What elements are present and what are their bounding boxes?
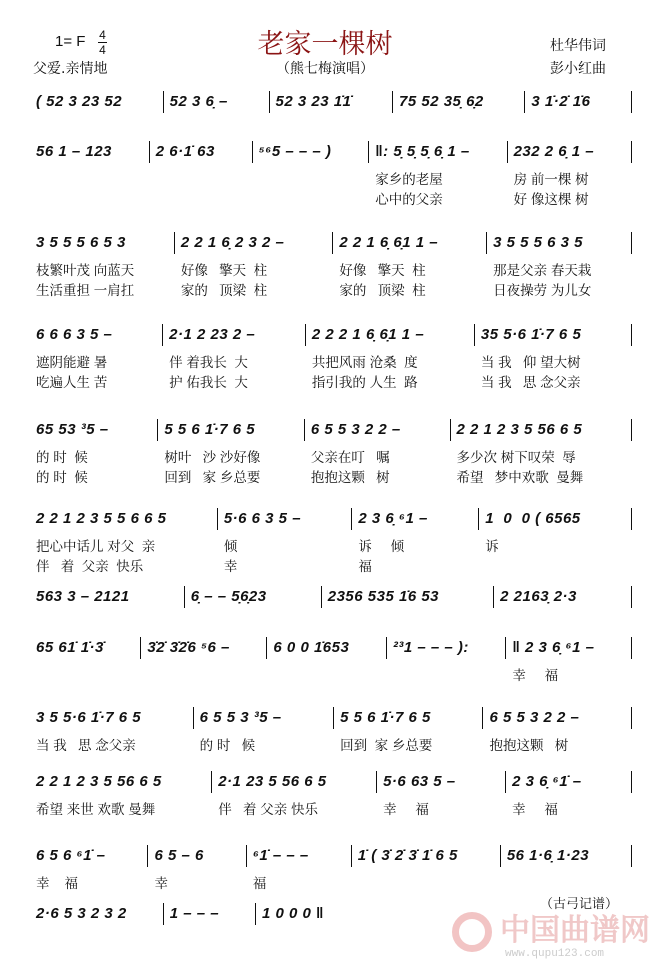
measure-notes: ⁶1̇ – – –	[252, 847, 309, 864]
measure	[158, 419, 305, 485]
staff-row	[30, 903, 360, 925]
measure	[506, 771, 632, 817]
watermark-text: 中国曲谱网	[500, 913, 650, 948]
measure-notes: 2 2 1 2 3 5 56 6 5	[456, 421, 583, 438]
measure	[334, 707, 483, 753]
lyric-verse-2: 日夜操劳 为儿女	[493, 283, 592, 298]
staff-row	[30, 324, 632, 390]
watermark-logo	[452, 912, 492, 952]
measure	[30, 586, 185, 608]
measure-notes: 6 5 6 ⁶1̇ –	[36, 847, 106, 864]
measure-notes: 52 3 6̣ –	[169, 93, 228, 110]
measure	[194, 707, 334, 753]
lyric-verse-2: 伴 着 父亲 快乐	[36, 559, 144, 574]
measure	[479, 508, 632, 554]
lyric-verse-1: 希望 来世 欢歌 曼舞	[36, 802, 156, 817]
measure-notes: 1 0 0 0 ‖	[262, 905, 325, 922]
measure-notes: 6 5 5 3 ³5 –	[199, 709, 282, 726]
measure	[333, 232, 487, 298]
measure	[306, 324, 475, 390]
measure	[475, 324, 632, 390]
measure-notes: 65 53 ³5 –	[36, 421, 109, 438]
lyric-verse-2: 吃遍人生 苦	[36, 375, 108, 390]
measure	[30, 771, 212, 817]
measure-notes: 65 61̇ 1̇·3̇	[36, 639, 104, 656]
lyric-verse-1: 那是父亲 春天栽	[493, 263, 592, 278]
measure	[212, 771, 377, 817]
lyric-verse-1: 诉	[485, 539, 499, 554]
staff-row	[30, 508, 632, 574]
measure-notes: ( 52 3 23 52	[36, 93, 123, 110]
song-title: 老家一棵树	[257, 29, 393, 60]
lyric-verse-1: 幸 福	[36, 876, 79, 891]
measure	[322, 586, 494, 608]
measure-notes: 52 3 23 1̇1̇	[275, 93, 352, 110]
lyric-verse-2: 幸	[223, 559, 238, 574]
measure	[506, 637, 632, 683]
measure-notes: 35 5·6 1̇·7 6 5	[480, 326, 582, 343]
staff-row	[30, 586, 632, 608]
lyric-verse-1: 好像 擎天 柱	[180, 263, 268, 278]
lyric-verse-1: 好像 擎天 柱	[339, 263, 426, 278]
measure	[30, 903, 164, 925]
lyric-verse-1: 的 时 候	[199, 738, 256, 753]
measure	[30, 637, 141, 659]
key-signature: 1= F	[55, 33, 86, 50]
lyric-verse-1: 枝繁叶茂 向蓝天	[36, 263, 135, 278]
lyric-verse-2: 家的 顶梁 柱	[180, 283, 268, 298]
lyric-verse-2: 好 像这棵 树	[513, 192, 589, 207]
lyric-verse-2: 回到 家 乡总要	[164, 470, 261, 485]
lyric-verse-1: 遮阴能避 暑	[36, 355, 108, 370]
measure	[148, 845, 246, 891]
lyric-verse-1: 回到 家 乡总要	[340, 738, 433, 753]
measure-notes: 2 3 6̣ ⁶1 –	[358, 510, 428, 527]
measure-notes: 5·6 6 3 5 –	[223, 510, 302, 527]
transcriber-credit: （古弓记谱）	[540, 897, 619, 912]
measure-notes: 563 3 – 2121	[36, 588, 130, 605]
watermark-url: www.qupu123.com	[505, 948, 605, 960]
measure	[256, 903, 360, 925]
measure	[218, 508, 353, 574]
lyric-verse-2: 家的 顶梁 柱	[339, 283, 426, 298]
measure	[141, 637, 267, 659]
measure-notes: 2 2 1 6̣ 6̣1 1 –	[339, 234, 439, 251]
measure-notes: 56 1 – 123	[36, 143, 112, 160]
staff-row	[30, 141, 632, 207]
measure	[270, 91, 394, 113]
measure	[163, 324, 306, 390]
measure-notes: 5 5 6 1̇·7 6 5	[340, 709, 431, 726]
measure	[352, 845, 501, 867]
lyric-verse-1: 倾	[223, 539, 238, 554]
lyric-verse-1: 幸 福	[512, 802, 558, 817]
measure	[30, 508, 218, 574]
lyric-verse-1: 树叶 沙 沙好像	[164, 450, 261, 465]
staff-row	[30, 637, 632, 683]
measure	[150, 141, 253, 163]
measure-notes: 6 0 0 1̇653	[273, 639, 350, 656]
staff-row	[30, 707, 632, 753]
staff-row	[30, 91, 632, 113]
measure-notes: 75 52 35̣ 6̣2	[399, 93, 484, 110]
measure	[525, 91, 632, 113]
staff-row	[30, 232, 632, 298]
measure-notes: 2 6·1̇ 63	[155, 143, 215, 160]
lyric-verse-1: 当 我 仰 望大树	[480, 355, 581, 370]
measure-notes: 3 5 5 5 6 3 5	[493, 234, 583, 251]
lyric-verse-2: 护 佑我长 大	[169, 375, 248, 390]
lyric-verse-1: 伴 着 父亲 快乐	[218, 802, 318, 817]
measure-notes: 2356 535 1̇6 53	[327, 588, 440, 605]
measure-notes: 2·6 5 3 2 3 2	[36, 905, 127, 922]
measure	[30, 845, 148, 891]
measure	[30, 707, 194, 753]
measure-notes: 6 6 6 3 5 –	[36, 326, 113, 343]
measure	[369, 141, 507, 207]
measure	[175, 232, 333, 298]
lyric-verse-1: 父亲在叮 嘱	[310, 450, 390, 465]
measure-notes: 2 2 1 6̣ 2 3 2 –	[180, 234, 285, 251]
measure-notes: 2 3 6̣ ⁶1̇ –	[512, 773, 582, 790]
measure-notes: 5 5 6 1̇·7 6 5	[164, 421, 256, 438]
lyric-verse-2: 指引我的 人生 路	[311, 375, 418, 390]
time-bottom: 4	[99, 43, 106, 57]
staff-row	[30, 845, 632, 891]
time-top: 4	[99, 28, 106, 42]
lyric-verse-1: 幸	[154, 876, 168, 891]
measure-notes: 6̣ – – 5̣6̣23	[190, 588, 267, 605]
measure	[30, 324, 163, 390]
measure-notes: 3 5 5 5 6 5 3	[36, 234, 126, 251]
measure	[501, 845, 632, 867]
lyric-verse-2: 生活重担 一肩扛	[36, 283, 135, 298]
measure-notes: 1 0 0 ( 6565	[485, 510, 581, 527]
lyric-verse-2: 当 我 思 念父亲	[480, 375, 581, 390]
measure-notes: 6 5 5 3 2 2 –	[489, 709, 580, 726]
lyric-verse-2: 希望 梦中欢歌 曼舞	[456, 470, 584, 485]
measure-notes: 2 2 2 1 6̣ 6̣1 1 –	[311, 326, 425, 343]
measure-notes: ⁵⁶5 – – – )	[258, 143, 332, 160]
measure-notes: 56 1·6̣ 1·23	[506, 847, 590, 864]
measure-notes: 2 2163̣ 2·3	[500, 588, 577, 605]
mood-marking: 父爱.亲情地	[33, 61, 108, 77]
measure-notes: 3 5 5·6 1̇·7 6 5	[36, 709, 142, 726]
measure	[377, 771, 506, 817]
measure	[185, 586, 322, 608]
staff-row	[30, 419, 632, 485]
lyric-verse-1: 多少次 树下叹荣 辱	[456, 450, 576, 465]
measure	[305, 419, 451, 485]
measure	[30, 419, 158, 485]
measure-notes: 1̇ ( 3̇ 2̇ 3̇ 1̇ 6 5	[357, 847, 458, 864]
measure-notes: ‖ 2 3 6̣ ⁶1 –	[512, 639, 595, 656]
measure	[253, 141, 370, 163]
lyric-verse-1: 幸 福	[383, 802, 429, 817]
lyric-verse-1: 家乡的老屋	[375, 172, 443, 187]
measure	[508, 141, 632, 207]
composer: 彭小红曲	[550, 61, 606, 77]
measure	[483, 707, 632, 753]
measure-notes: 2 2 1 2 3 5 5 6 6 5	[36, 510, 167, 527]
measure-notes: 2·1 2 23 2 –	[169, 326, 256, 343]
lyric-verse-2: 抱抱这颗 树	[310, 470, 390, 485]
lyric-verse-1: 幸 福	[512, 668, 559, 683]
measure-notes: ‖: 5̣ 5̣ 5̣ 6̣ 1 –	[375, 143, 470, 160]
measure	[451, 419, 633, 485]
lyric-verse-2: 福	[358, 559, 372, 574]
measure-notes: 232 2 6̣ 1 –	[513, 143, 595, 160]
performer: （熊七梅演唱）	[276, 61, 374, 77]
measure-notes: 6 5 – 6	[154, 847, 204, 864]
measure-notes: 3̇2̇ 3̇2̇6 ⁵6 –	[147, 639, 230, 656]
measure	[247, 845, 352, 891]
measure	[352, 508, 479, 574]
measure	[387, 637, 507, 659]
measure-notes: 5·6 63 5 –	[383, 773, 456, 790]
measure-notes: 3 1̇·2̇ 1̇6	[531, 93, 591, 110]
measure	[164, 91, 270, 113]
lyric-verse-1: 房 前一棵 树	[513, 172, 589, 187]
measure	[487, 232, 632, 298]
lyric-verse-1: 抱抱这颗 树	[489, 738, 569, 753]
measure-notes: 2 2 1 2 3 5 56 6 5	[36, 773, 162, 790]
measure-notes: ²³1 – – – ):	[392, 639, 469, 656]
lyric-verse-1: 福	[252, 876, 267, 891]
lyric-verse-1: 当 我 思 念父亲	[36, 738, 136, 753]
measure-notes: 1 – – –	[169, 905, 220, 922]
measure	[494, 586, 632, 608]
measure	[30, 232, 175, 298]
measure-notes: 2·1 23 5 56 6 5	[218, 773, 327, 790]
lyric-verse-2: 的 时 候	[36, 470, 88, 485]
lyric-verse-1: 的 时 候	[36, 450, 88, 465]
measure	[393, 91, 525, 113]
lyricist: 杜华伟词	[550, 38, 606, 54]
measure-notes: 6 5 5 3 2 2 –	[310, 421, 401, 438]
lyric-verse-1: 把心中话儿 对父 亲	[36, 539, 156, 554]
lyric-verse-2: 心中的父亲	[375, 192, 443, 207]
lyric-verse-1: 诉 倾	[358, 539, 405, 554]
staff-row	[30, 771, 632, 817]
measure	[30, 141, 150, 163]
measure	[164, 903, 256, 925]
lyric-verse-1: 伴 着我长 大	[169, 355, 248, 370]
lyric-verse-1: 共把风雨 沧桑 度	[311, 355, 418, 370]
measure	[267, 637, 386, 659]
measure	[30, 91, 164, 113]
